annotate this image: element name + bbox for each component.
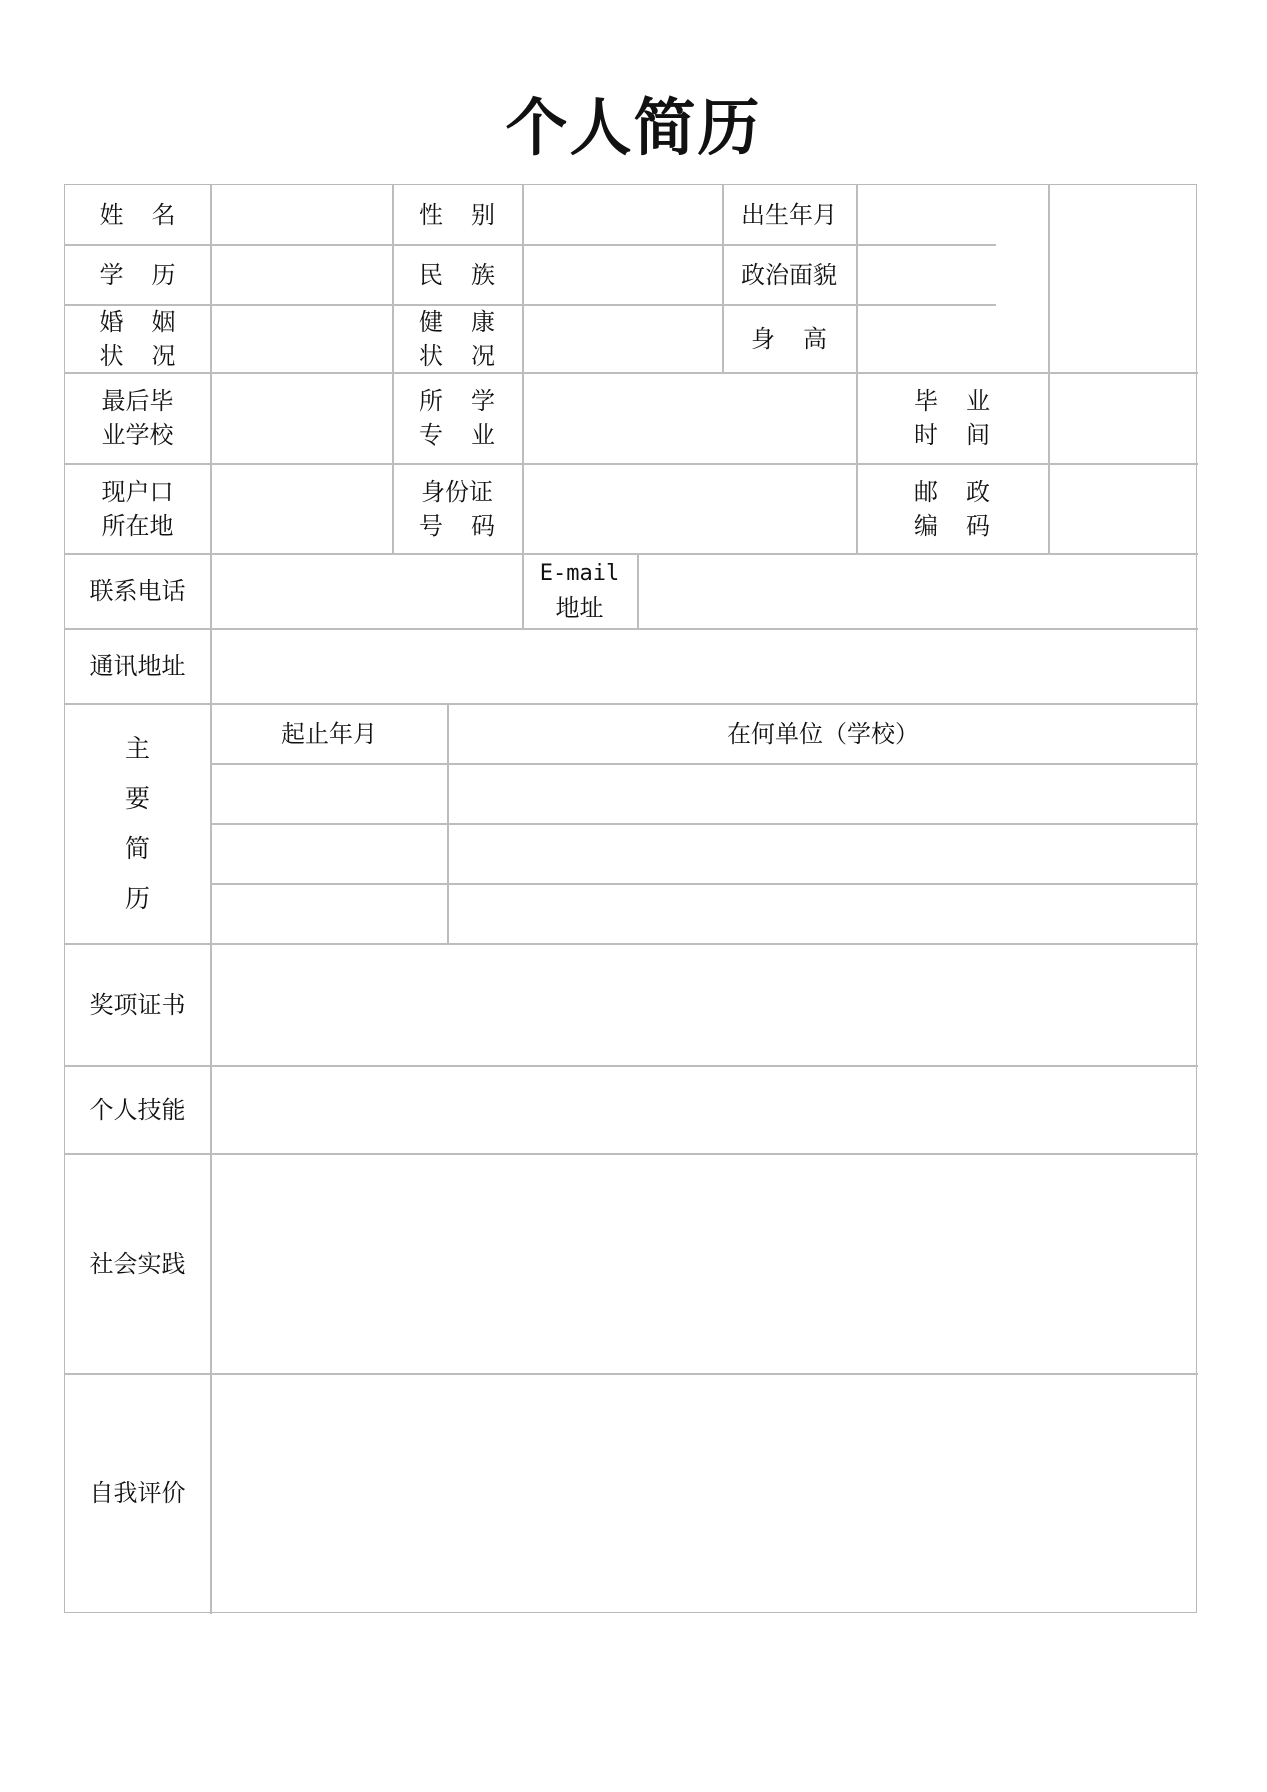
name-label: 姓 名 bbox=[99, 200, 176, 229]
education-field[interactable] bbox=[211, 245, 392, 304]
ethnicity-label: 民 族 bbox=[419, 260, 495, 289]
school-label: 最后毕 业学校 bbox=[101, 387, 174, 449]
history-col-dates: 起止年月 bbox=[281, 719, 377, 748]
history-row-2-org[interactable] bbox=[448, 824, 1198, 883]
phone-field[interactable] bbox=[211, 554, 522, 628]
self-eval-field[interactable] bbox=[211, 1374, 1198, 1612]
resume-table bbox=[64, 184, 1197, 1613]
id-number-label: 身份证 号 码 bbox=[419, 477, 495, 540]
political-label: 政治面貌 bbox=[741, 260, 837, 289]
education-label: 学 历 bbox=[99, 260, 176, 289]
history-row-1-dates[interactable] bbox=[211, 764, 447, 823]
skills-field[interactable] bbox=[211, 1066, 1198, 1153]
history-label: 主 要 简 历 bbox=[124, 733, 150, 913]
political-field[interactable] bbox=[857, 245, 1048, 304]
health-label: 健 康 状 况 bbox=[419, 307, 495, 370]
health-field[interactable] bbox=[523, 305, 722, 372]
name-field[interactable] bbox=[211, 185, 392, 244]
gender-field[interactable] bbox=[523, 185, 722, 244]
photo-area[interactable] bbox=[1049, 185, 1198, 372]
marital-field[interactable] bbox=[211, 305, 392, 372]
history-row-3-dates[interactable] bbox=[211, 884, 447, 943]
page-title: 个人简历 bbox=[505, 91, 762, 164]
marital-label: 婚 姻 状 况 bbox=[99, 307, 176, 370]
height-label: 身 高 bbox=[751, 324, 827, 353]
self-eval-label: 自我评价 bbox=[89, 1479, 186, 1507]
history-row-2-dates[interactable] bbox=[211, 824, 447, 883]
grad-time-label: 毕 业 时 间 bbox=[914, 387, 990, 449]
major-label: 所 学 专 业 bbox=[419, 387, 495, 449]
major-field[interactable] bbox=[523, 373, 856, 463]
email-field[interactable] bbox=[638, 554, 1198, 628]
history-col-org: 在何单位（学校） bbox=[727, 719, 919, 748]
ethnicity-field[interactable] bbox=[523, 245, 722, 304]
awards-label: 奖项证书 bbox=[89, 990, 186, 1019]
school-field[interactable] bbox=[211, 373, 392, 463]
hukou-label: 现户口 所在地 bbox=[101, 477, 174, 540]
history-row-3-org[interactable] bbox=[448, 884, 1198, 943]
history-row-1-org[interactable] bbox=[448, 764, 1198, 823]
height-field[interactable] bbox=[857, 305, 1048, 372]
awards-field[interactable] bbox=[211, 944, 1198, 1065]
birth-label: 出生年月 bbox=[741, 200, 837, 229]
address-field[interactable] bbox=[211, 629, 1198, 703]
postcode-label: 邮 政 编 码 bbox=[914, 477, 990, 540]
birth-field[interactable] bbox=[857, 185, 1048, 244]
postcode-field[interactable] bbox=[1049, 464, 1198, 553]
phone-label: 联系电话 bbox=[89, 577, 186, 605]
email-label: E-mail 地址 bbox=[539, 561, 620, 622]
practice-label: 社会实践 bbox=[89, 1249, 186, 1278]
hukou-field[interactable] bbox=[211, 464, 392, 553]
skills-label: 个人技能 bbox=[89, 1095, 186, 1124]
practice-field[interactable] bbox=[211, 1154, 1198, 1373]
gender-label: 性 别 bbox=[419, 200, 495, 229]
id-number-field[interactable] bbox=[523, 464, 856, 553]
grad-time-field[interactable] bbox=[1049, 373, 1198, 463]
address-label: 通讯地址 bbox=[89, 652, 186, 680]
